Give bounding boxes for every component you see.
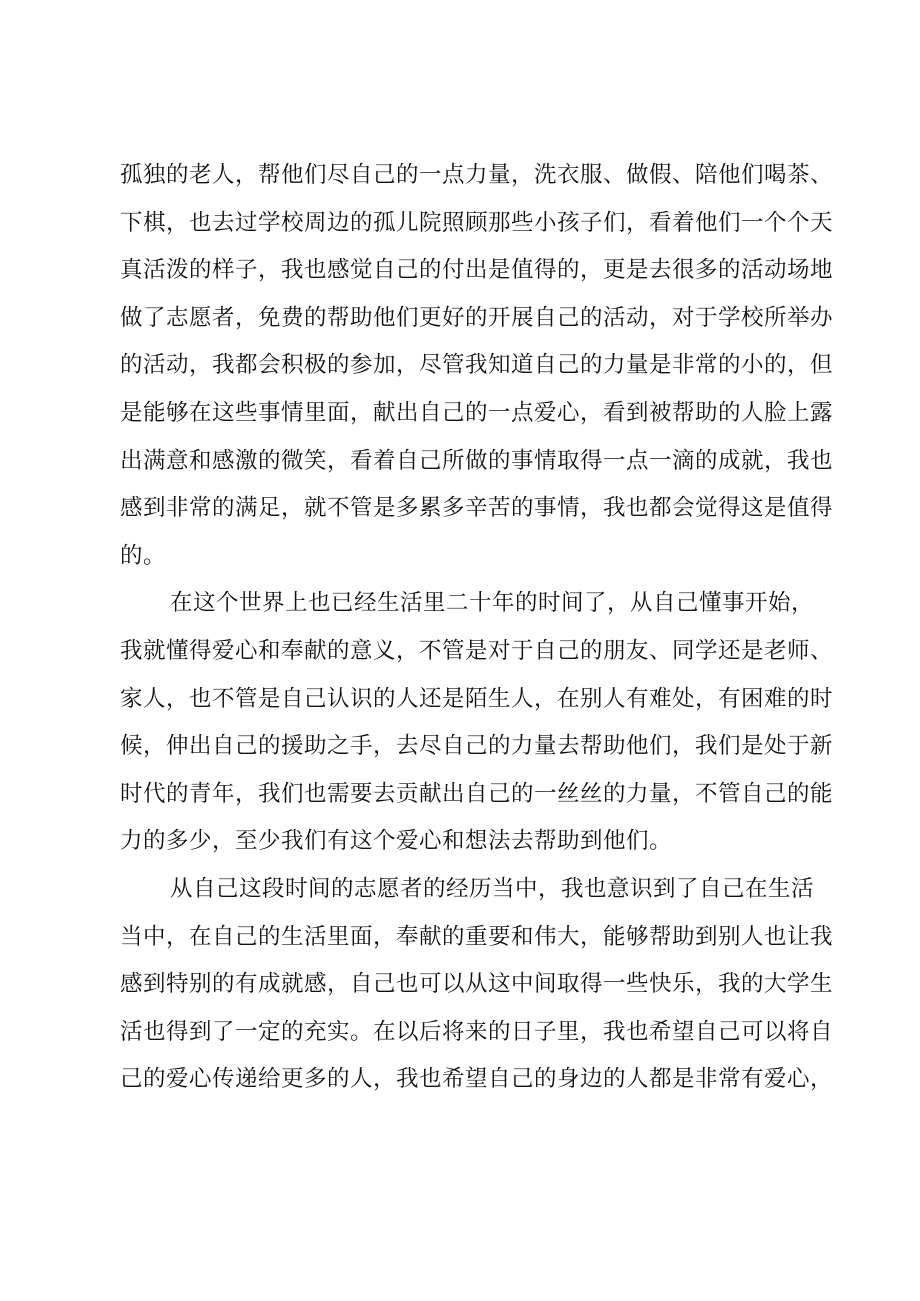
- text-line: 感到非常的满足，就不管是多累多辛苦的事情，我也都会觉得这是值得: [120, 495, 834, 522]
- text-line: 出满意和感激的微笑，看着自己所做的事情取得一点一滴的成就，我也: [120, 447, 834, 474]
- text-line: 己的爱心传递给更多的人，我也希望自己的身边的人都是非常有爱心，: [120, 1066, 834, 1093]
- text-line: 的。: [120, 542, 167, 569]
- text-line: 活也得到了一定的充实。在以后将来的日子里，我也希望自己可以将自: [120, 1018, 834, 1045]
- text-line: 感到特别的有成就感，自己也可以从这中间取得一些快乐，我的大学生: [120, 971, 834, 998]
- text-line: 家人，也不管是自己认识的人还是陌生人，在别人有难处，有困难的时: [120, 685, 834, 712]
- text-line: 孤独的老人，帮他们尽自己的一点力量，洗衣服、做假、陪他们喝茶、: [120, 162, 834, 188]
- text-line: 候，伸出自己的援助之手，去尽自己的力量去帮助他们，我们是处于新: [120, 733, 834, 760]
- text-line: 力的多少，至少我们有这个爱心和想法去帮助到他们。: [120, 828, 673, 855]
- body-text: [120, 152, 840, 1104]
- text-line: 做了志愿者，免费的帮助他们更好的开展自己的活动，对于学校所举办: [120, 304, 834, 331]
- text-line: 当中，在自己的生活里面，奉献的重要和伟大，能够帮助到别人也让我: [120, 923, 834, 950]
- text-line: 真活泼的样子，我也感觉自己的付出是值得的，更是去很多的活动场地: [120, 257, 834, 284]
- text-line: 我就懂得爱心和奉献的意义，不管是对于自己的朋友、同学还是老师、: [120, 637, 834, 664]
- paragraph-start-line: 在这个世界上也已经生活里二十年的时间了，从自己懂事开始，: [170, 590, 815, 617]
- text-line: 下棋，也去过学校周边的孤儿院照顾那些小孩子们，看着他们一个个天: [120, 209, 834, 236]
- paragraph-start-line: 从自己这段时间的志愿者的经历当中，我也意识到了自己在生活: [170, 875, 815, 902]
- text-line: 是能够在这些事情里面，献出自己的一点爱心，看到被帮助的人脸上露: [120, 399, 834, 426]
- text-line: 时代的青年，我们也需要去贡献出自己的一丝丝的力量，不管自己的能: [120, 780, 834, 807]
- text-line: 的活动，我都会积极的参加，尽管我知道自己的力量是非常的小的，但: [120, 352, 834, 379]
